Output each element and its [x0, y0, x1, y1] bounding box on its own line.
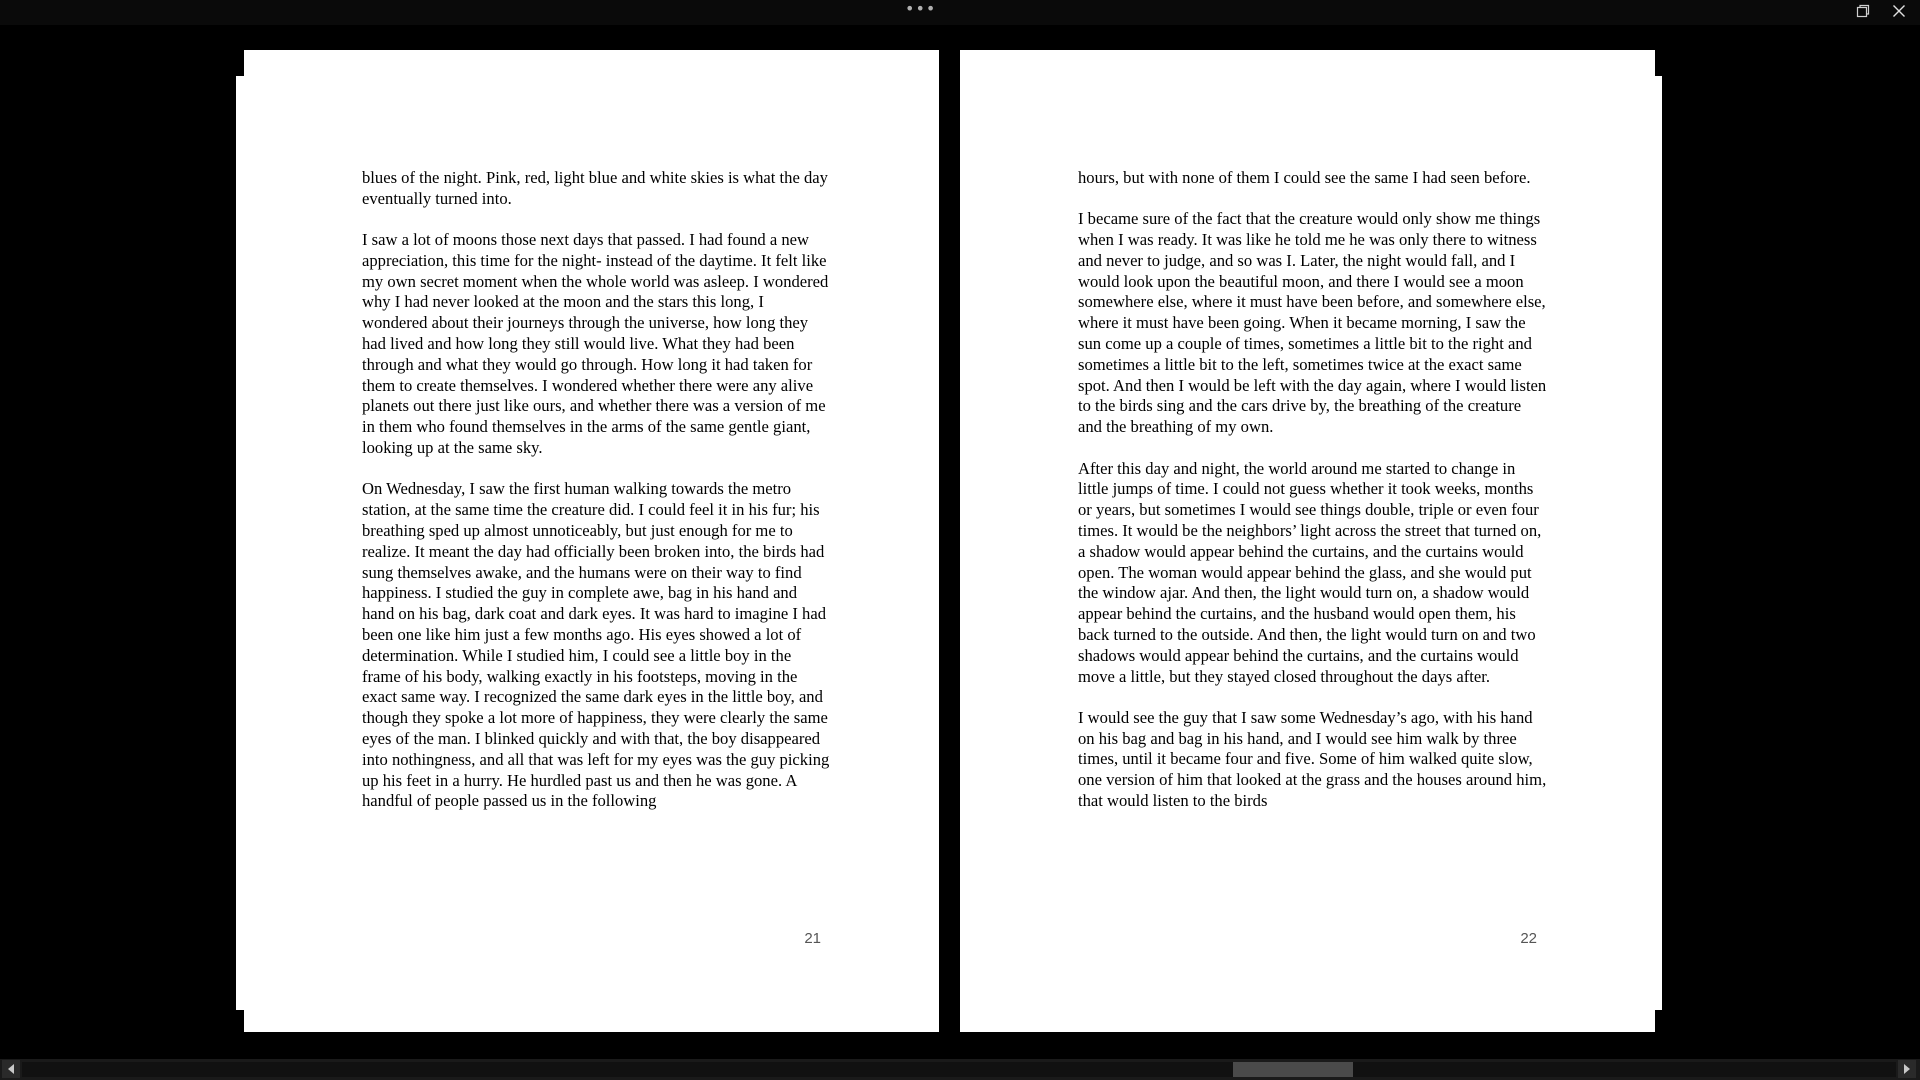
page-number: 21 [804, 930, 821, 947]
right-page [960, 50, 1655, 1032]
paragraph: blues of the night. Pink, red, light blue and white skies is what the day eventually turned into. [362, 168, 828, 208]
scroll-right-button[interactable] [1898, 1060, 1916, 1078]
scroll-left-icon [7, 1064, 15, 1074]
paragraph: After this day and night, the world around me started to change in little jumps of time. I could not guess whether it took weeks, months or years, but sometimes I would see things double, triple or even four times. It would be the neighbors’ light across the street that turned on, a shadow would appear behind the curtains, and the curtains would open. The woman would appear behind the glass, and she would put the window ajar. And then, the light would turn on, a shadow would appear behind the curtains, and the husband would open them, his back turned to the outside. And then, the light would turn on and two shadows would appear behind the curtains, and the curtains would move a little, but they stayed closed throughout the days after. [1078, 458, 1542, 686]
restore-button[interactable] [1848, 0, 1880, 25]
scroll-right-icon [1903, 1064, 1911, 1074]
page-stack-edge-right [1654, 76, 1662, 1010]
scroll-track[interactable] [22, 1062, 1896, 1077]
paragraph: hours, but with none of them I could see the same I had seen before. [1078, 168, 1531, 187]
left-page [244, 50, 939, 1032]
page-number: 22 [1520, 930, 1537, 947]
scroll-thumb[interactable] [1233, 1062, 1353, 1077]
scroll-left-button[interactable] [2, 1060, 20, 1078]
close-icon [1892, 4, 1906, 18]
paragraph: I became sure of the fact that the creature would only show me things when I was ready. It was like he told me he was only there to witness and never to judge, and so was I. Later, the night would fall, and I would look upon the beautiful moon, and there I would see a moon somewhere else, where it must have been before, and somewhere else, where it must have been going. When it became morning, I saw the sun come up a couple of times, sometimes a little bit to the right and sometimes a little bit to the left, sometimes twice at the exact same spot. And then I would be left with the day again, where I would listen to the birds sing and the cars drive by, the breathing of the creature and the breathing of my own. [1078, 209, 1547, 437]
paragraph: On Wednesday, I saw the first human walking towards the metro station, at the same time the creature did. I could feel it in his fur; his breathing sped up almost unnoticeably, but just enough for me to realize. It meant the day had officially been broken into, the birds had sung themselves awake, and the humans were on their way to find happiness. I studied the guy in complete awe, bag in his hand and hand on his bag, dark coat and dark eyes. It was hard to imagine I had been one like him just a few months ago. His eyes showed a lot of determination. While I studied him, I could see a little boy in the frame of his body, walking exactly in his footsteps, moving in the exact same way. I recognized the same dark eyes in the little boy, and though they spoke a lot more of happiness, they were clearly the same eyes of the man. I blinked quickly and with that, the boy disappeared into nothingness, and all that was left for my eyes was the guy picking up his feet in a hurry. He hurdled past us and then he was gone. A handful of people passed us in the following [362, 479, 830, 811]
title-bar [0, 0, 1920, 25]
left-page-text [362, 168, 832, 833]
paragraph: I would see the guy that I saw some Wednesday’s ago, with his hand on his bag and bag in his hand, and I would see him walk by three times, until it became four and five. Some of him walked quite slow, one version of him that looked at the grass and the houses around him, that would listen to the birds [1078, 707, 1547, 811]
close-button[interactable] [1884, 0, 1916, 25]
horizontal-scrollbar[interactable] [0, 1059, 1920, 1080]
restore-icon [1856, 4, 1870, 18]
more-options-button[interactable]: ••• [905, 0, 937, 18]
paragraph: I saw a lot of moons those next days that passed. I had found a new appreciation, this time for the night- instead of the daytime. It felt like my own secret moment when the whole world was asleep. I wondered why I had never looked at the moon and the stars this long, I wondered about their journeys through the universe, how long they had lived and how long they still would live. What they had been through and what they would go through. How long it had taken for them to create themselves. I wondered whether there were any alive planets out there just like ours, and whether there was a version of me in them who found themselves in the arms of the same gentle giant, looking up at the same sky. [362, 230, 829, 458]
right-page-text [1078, 168, 1548, 832]
